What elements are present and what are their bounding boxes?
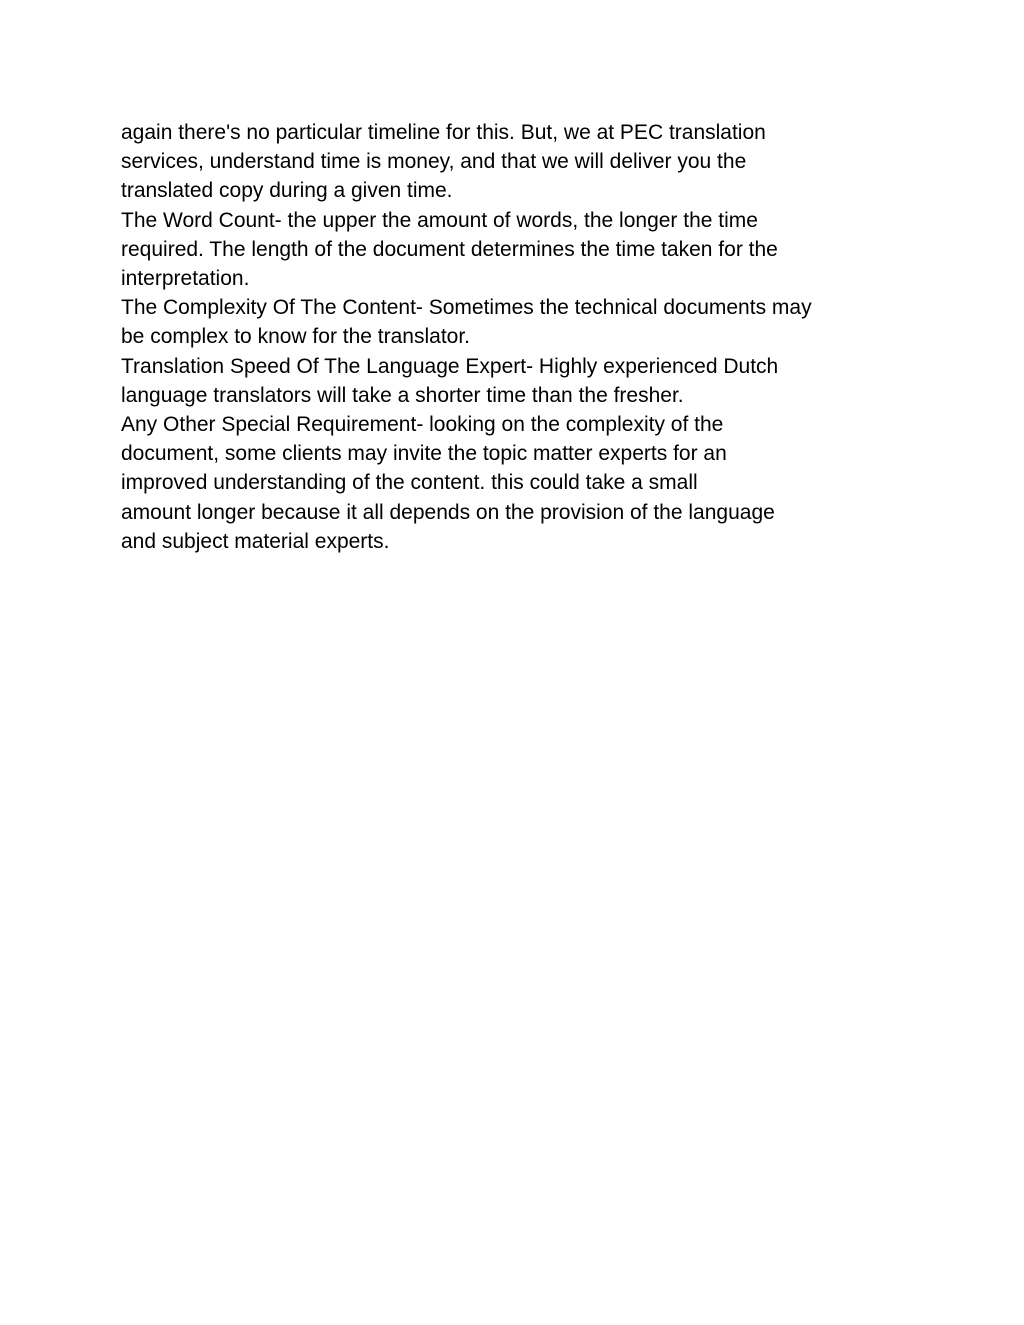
text-line: language translators will take a shorter time than the fresher. [121, 383, 684, 407]
text-line: document, some clients may invite the topic matter experts for an [121, 442, 727, 466]
text-line: improved understanding of the content. this could take a small [121, 471, 698, 495]
text-line: The Word Count- the upper the amount of words, the longer the time [121, 208, 758, 232]
text-line: The Complexity Of The Content- Sometimes the technical documents may [121, 296, 812, 320]
text-line: Any Other Special Requirement- looking on the complexity of the [121, 413, 724, 437]
text-line: be complex to know for the translator. [121, 325, 471, 349]
text-line: translated copy during a given time. [121, 179, 453, 203]
text-line: interpretation. [121, 267, 250, 291]
text-line: services, understand time is money, and that we will deliver you the [121, 150, 747, 174]
text-line: and subject material experts. [121, 529, 390, 553]
text-line: Translation Speed Of The Language Expert- Highly experienced Dutch [121, 354, 779, 378]
text-line: required. The length of the document determines the time taken for the [121, 237, 778, 261]
text-line: amount longer because it all depends on the provision of the language [121, 500, 775, 524]
text-line: again there's no particular timeline for this. But, we at PEC translation [121, 121, 766, 144]
document-text [121, 118, 921, 556]
